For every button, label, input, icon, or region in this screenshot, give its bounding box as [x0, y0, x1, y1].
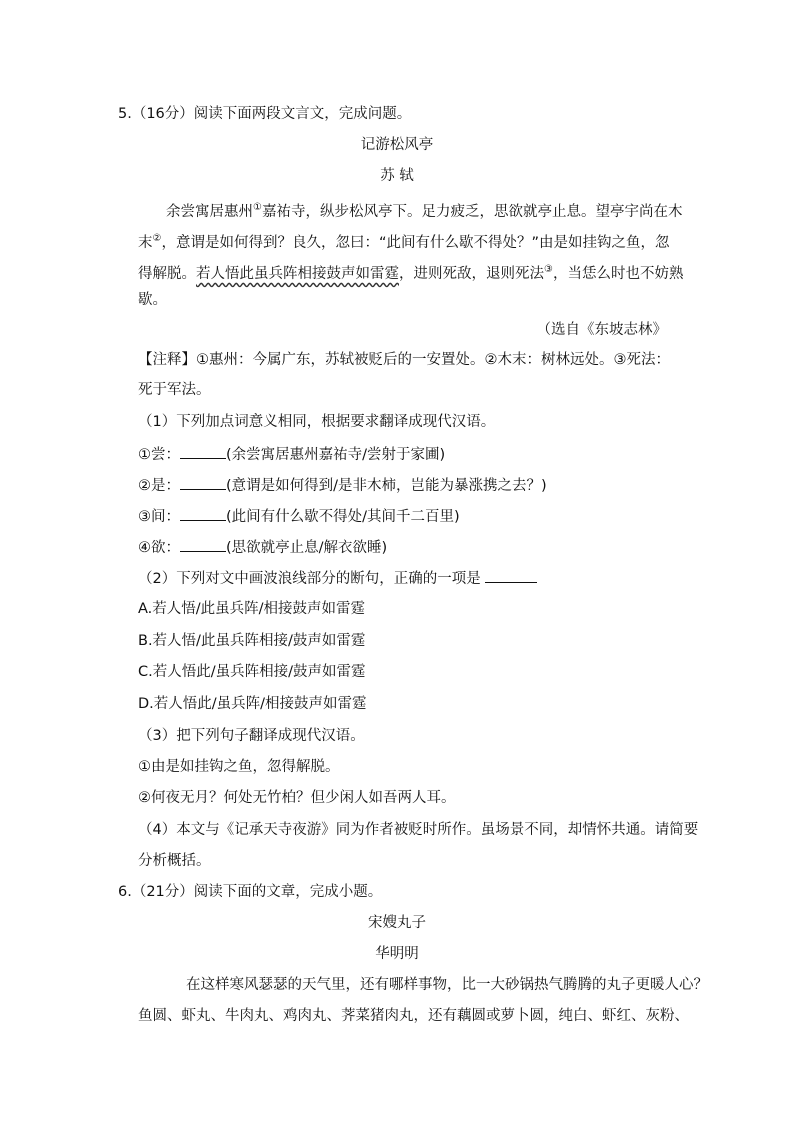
footnote-marker-1: ①	[253, 202, 262, 213]
translation-item-2: ②何夜无月？何处无竹柏？但少闲人如吾两人耳。	[138, 790, 456, 806]
vocab-item-1: ①尝： (余尝寓居惠州嘉祐寺/尝射于家圃)	[138, 444, 445, 465]
answer-blank[interactable]	[180, 506, 226, 521]
subquestion-4-line-2: 分析概括。	[138, 853, 211, 869]
answer-blank[interactable]	[485, 568, 537, 583]
article-title: 宋嫂丸子	[368, 915, 426, 931]
vocab-item-3: ③间： (此间有什么歇不得处/其间千二百里)	[138, 506, 460, 527]
article-author: 华明明	[375, 946, 419, 962]
passage-line-2: 末②，意谓是如何得到？良久，忽曰：“此间有什么歇不得处？”由是如挂钩之鱼，忽	[138, 233, 670, 251]
option-b: B.若人悟/此虽兵阵相接/鼓声如雷霆	[138, 633, 366, 649]
subquestion-2: （2）下列对文中画波浪线部分的断句，正确的一项是	[138, 568, 537, 589]
vocab-item-2: ②是： (意谓是如何得到/是非木柿，岂能为暴涨携之去？)	[138, 475, 547, 496]
passage-line-3: 得解脱。若人悟此虽兵阵相接鼓声如雷霆，进则死敌，退则死法③，当恁么时也不妨熟	[138, 264, 684, 282]
annotation-line-2: 死于军法。	[138, 382, 211, 398]
passage-author: 苏 轼	[380, 168, 414, 184]
answer-blank[interactable]	[180, 475, 226, 490]
passage-line-1: 余尝寓居惠州①嘉祐寺，纵步松风亭下。足力疲乏，思欲就亭止息。望亭宇尚在木	[166, 202, 683, 220]
option-d: D.若人悟此/虽兵阵/相接鼓声如雷霆	[138, 696, 367, 712]
option-c: C.若人悟此/虽兵阵相接/鼓声如雷霆	[138, 664, 366, 680]
question-5-header: 5.（16分）阅读下面两段文言文，完成问题。	[118, 106, 412, 122]
subquestion-1: （1）下列加点词意义相同，根据要求翻译成现代汉语。	[138, 414, 496, 430]
answer-blank[interactable]	[180, 444, 226, 459]
translation-item-1: ①由是如挂钩之鱼，忽得解脱。	[138, 759, 340, 775]
answer-blank[interactable]	[180, 537, 226, 552]
passage-source: （选自《东坡志林》	[536, 322, 667, 338]
annotation-line-1: 【注释】①惠州：今属广东，苏轼被贬后的一安置处。②木末：树林远处。③死法：	[138, 352, 670, 368]
passage-line-4: 歇。	[138, 292, 167, 308]
subquestion-4-line-1: （4）本文与《记承天寺夜游》同为作者被贬时所作。虽场景不同，却情怀共通。请简要	[138, 822, 699, 838]
option-a: A.若人悟/此虽兵阵/相接鼓声如雷霆	[138, 601, 366, 617]
wavy-underlined-sentence: 若人悟此虽兵阵相接鼓声如雷霆	[196, 265, 399, 282]
subquestion-3: （3）把下列句子翻译成现代汉语。	[138, 728, 365, 744]
footnote-marker-2: ②	[152, 233, 162, 244]
article-line-2: 鱼圆、虾丸、牛肉丸、鸡肉丸、荠菜猪肉丸，还有藕圆或萝卜圆，纯白、虾红、灰粉、	[138, 1008, 689, 1024]
passage-title: 记游松风亭	[360, 137, 434, 153]
question-6-header: 6.（21分）阅读下面的文章，完成小题。	[118, 884, 383, 900]
footnote-marker-3: ③	[544, 264, 553, 275]
article-line-1: 在这样寒风瑟瑟的天气里，还有哪样事物，比一大砂锅热气腾腾的丸子更暖人心？	[186, 977, 708, 993]
vocab-item-4: ④欲： (思欲就亭止息/解衣欲睡)	[138, 537, 387, 558]
